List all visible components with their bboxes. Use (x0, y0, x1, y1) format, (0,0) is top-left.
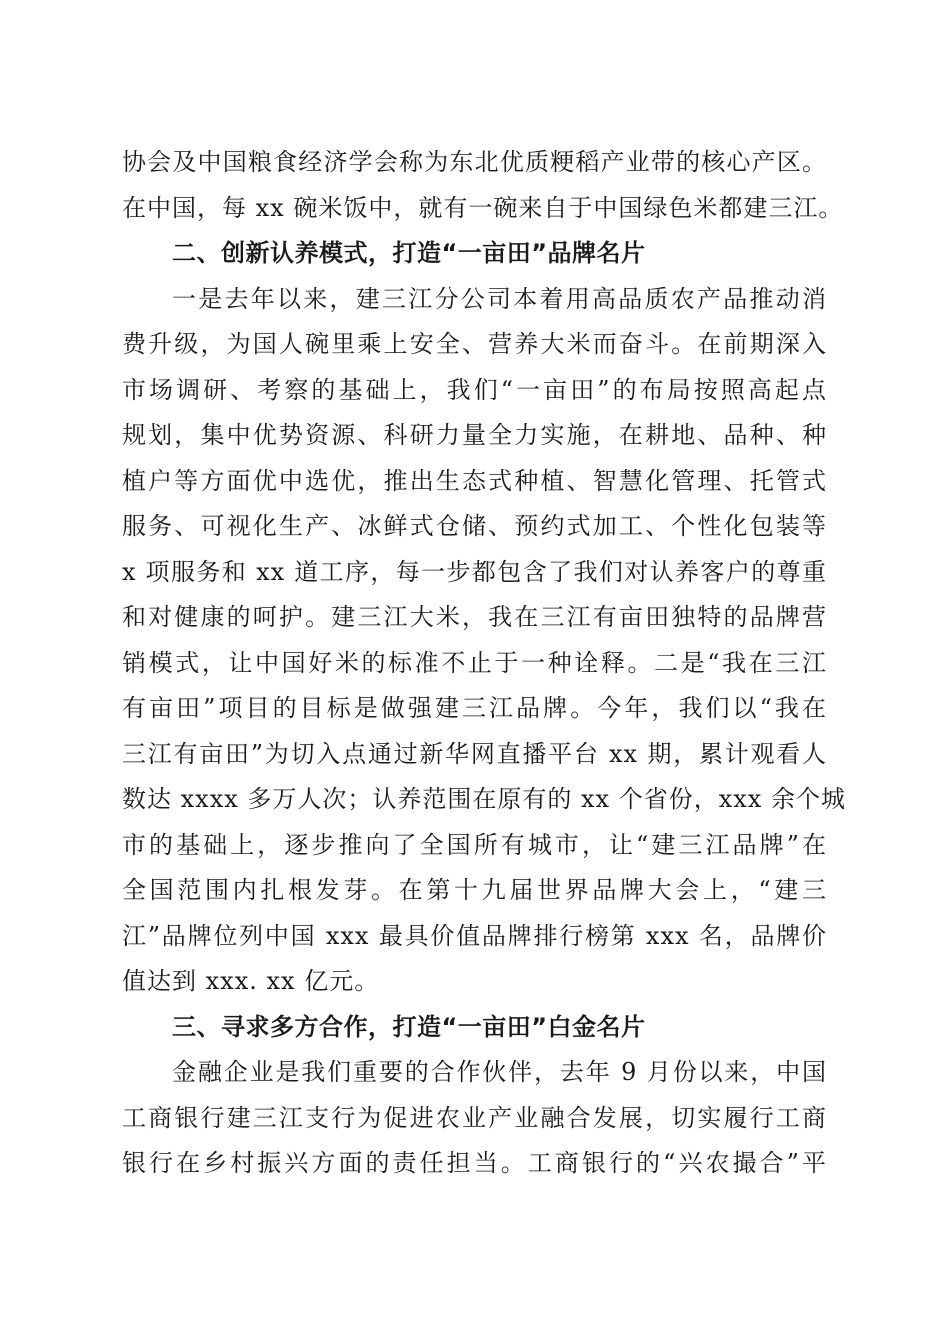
section-2-line-15: 江”品牌位列中国 xxx 最具价值品牌排行榜第 xxx 名，品牌价 (122, 921, 827, 950)
section-2-line-4: 规划，集中优势资源、科研力量全力实施，在耕地、品种、种 (122, 421, 827, 449)
section-2-line-7: x 项服务和 xx 道工序，每一步都包含了我们对认养客户的尊重 (122, 557, 827, 586)
section-2-line-5: 植户等方面优中选优，推出生态式种植、智慧化管理、托管式 (122, 466, 827, 495)
section-2-line-11: 三江有亩田”为切入点通过新华网直播平台 xx 期，累计观看人 (122, 739, 827, 768)
section-2-heading: 二、创新认养模式，打造“一亩田”品牌名片 (172, 239, 646, 267)
section-2-line-3: 市场调研、考察的基础上，我们“一亩田”的布局按照高起点 (122, 375, 827, 404)
section-3-heading: 三、寻求多方合作，打造“一亩田”白金名片 (172, 1012, 646, 1041)
section-3-line-3: 银行在乡村振兴方面的责任担当。工商银行的“兴农撮合”平 (122, 1149, 827, 1177)
section-2-line-13: 市的基础上，逐步推向了全国所有城市，让“建三江品牌”在 (122, 830, 827, 859)
section-2-line-1: 一是去年以来，建三江分公司本着用高品质农产品推动消 (172, 284, 827, 313)
section-2-line-10: 有亩田”项目的目标是做强建三江品牌。今年，我们以“我在 (122, 694, 827, 722)
section-2-line-14: 全国范围内扎根发芽。在第十九届世界品牌大会上，“建三 (122, 876, 827, 904)
section-2-line-9: 销模式，让中国好米的标准不止于一种诠释。二是“我在三江 (122, 648, 827, 677)
section-2-line-12: 数达 xxxx 多万人次；认养范围在原有的 xx 个省份，xxx 余个城 (122, 785, 846, 813)
section-2-line-6: 服务、可视化生产、冰鲜式仓储、预约式加工、个性化包装等 (122, 512, 827, 540)
intro-line-1: 协会及中国粮食经济学会称为东北优质粳稻产业带的核心产区。 (122, 148, 827, 176)
section-3-line-2: 工商银行建三江支行为促进农业产业融合发展，切实履行工商 (122, 1103, 827, 1132)
section-2-line-8: 和对健康的呵护。建三江大米，我在三江有亩田独特的品牌营 (122, 603, 827, 631)
section-2-line-16: 值达到 xxx. xx 亿元。 (122, 967, 380, 995)
intro-line-2: 在中国，每 xx 碗米饭中，就有一碗来自于中国绿色米都建三江。 (122, 193, 844, 222)
section-2-line-2: 费升级，为国人碗里乘上安全、营养大米而奋斗。在前期深入 (122, 330, 827, 358)
section-3-line-1: 金融企业是我们重要的合作伙伴，去年 9 月份以来，中国 (172, 1058, 827, 1086)
document-body (122, 140, 846, 1187)
